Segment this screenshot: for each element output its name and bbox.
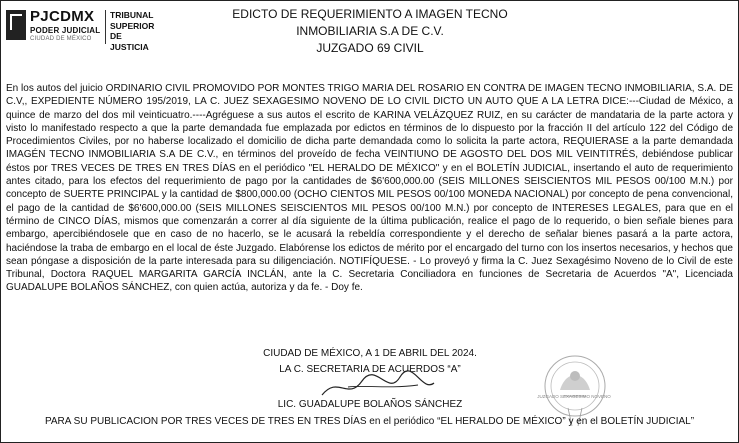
court-name [110,10,164,52]
seal-caption: JUZGADO SEXAGESIMO NOVENO [537,394,611,399]
logo-subtitle: PODER JUDICIAL [30,26,101,35]
edict-body: En los autos del juicio ORDINARIO CIVIL PROMOVIDO POR MONTES TRIGO MARIA DEL ROSARIO EN CONTRA DE IMAGEN TECNO INMOBILIARIA, S.A. DE C.V,, EXPEDIENTE NÚMERO 195/2019, LA C. JUEZ SEXAGESIMO NOVENO DE LO CIVIL DICTO UN AUTO QUE A LA LETRA DICE:---Ciudad de México, a quince de marzo del dos mil veinticuatro.----Agréguese a sus autos el escrito de KARINA VELÁZQUEZ RUIZ, en su carácter de mandataria de la parte actora y visto lo manifestado respecto a que la parte demandada fue emplazada por edictos en términos de lo dispuesto por la fracción II del artículo 122 del Código de Procedimientos Civiles, por no haberse localizado el domicilio de dicha parte demandada como lo solicita la parte actora, REQUIERASE a la parte demandada IMAGÉN TECNO INMOBILIARIA S.A DE C.V., en términos del proveído de fecha VEINTIUNO DE AGOSTO DEL DOS MIL VEINTITRÉS, debiéndose publicar éstos por TRES VECES DE TRES EN TRES DÍAS en el periódico "EL HERALDO DE MÉXICO" y en el BOLETÍN JUDICIAL, insertando el auto de requerimiento antes citado, para los efectos del requerimiento de pago por la cantidades de $6'600,000.00 (SEIS MILLONES SEISCIENTOS MIL PESOS 00/100 M.N.) por concepto de SUERTE PRINCIPAL y la cantidad de $800,000.00 (OCHO CIENTOS MIL PESOS 00/100 MONEDA NACIONAL) por concepto de pena convencional, el pago de la cantidad de $6'600,000.00 (SEIS MILLONES SEISCIENTOS MIL PESOS 00/100 M.N.) por concepto de INTERESES LEGALES, para que en el término de CINCO DÍAS, mismos que comenzarán a correr al día siguiente de la última publicación, realice el pago de lo requerido, o bien señale bienes para embargo, apercibiéndosele que en caso de no hacerlo, se le acusará la rebeldía correspondiente y el derecho de señalar bienes pasará a la parte actora, haciéndose la traba de embargo en el local de éste Juzgado. Elabórense los edictos de mérito por el encargado del turno con los insertos necesarios, y hechos que sean póngase a disposición de la parte interesada para su diligenciación. NOTIFÍQUESE. - Lo proveyó y firma la C. Juez Sexagésimo Noveno de lo Civil de este Tribunal, Doctora RAQUEL MARGARITA GARCÍA INCLÁN, ante la C. Secretaria Conciliadora en funciones de Secretaria de Acuerdos "A", Licenciada GUADALUPE BOLAÑOS SÁNCHEZ, con quien actúa, autoriza y da fe. - Doy fe. [6,83,733,294]
pjcdmx-emblem-icon [6,10,26,40]
court-name-line-1: TRIBUNAL [110,10,154,20]
signature-name: LIC. GUADALUPE BOLAÑOS SÁNCHEZ [277,399,463,410]
signature-role: LA C. SECRETARIA DE ACUERDOS “A” [279,364,461,375]
court-name-line-2: SUPERIOR DE [110,20,155,41]
handwritten-signature [318,367,438,403]
title-line-1: EDICTO DE REQUERIMIENTO A IMAGEN TECNO [232,7,508,21]
logo-divider [105,10,106,44]
logo-name: PJCDMX [30,8,95,25]
signature-place-date: CIUDAD DE MÉXICO, A 1 DE ABRIL DEL 2024. [263,348,477,359]
publication-footer: PARA SU PUBLICACION POR TRES VECES DE TRES EN TRES DÍAS en el periódico “EL HERALDO DE MÉXICO” y en el BOLETÍN JUDICIAL” [44,416,695,427]
title-line-3: JUZGADO 69 CIVIL [316,41,424,55]
logo-city: CIUDAD DE MÉXICO [30,36,92,42]
pjcdmx-logo [6,8,164,52]
court-name-line-3: JUSTICIA [110,41,149,52]
edict-title [180,6,560,57]
title-line-2: INMOBILIARIA S.A DE C.V. [296,24,444,38]
